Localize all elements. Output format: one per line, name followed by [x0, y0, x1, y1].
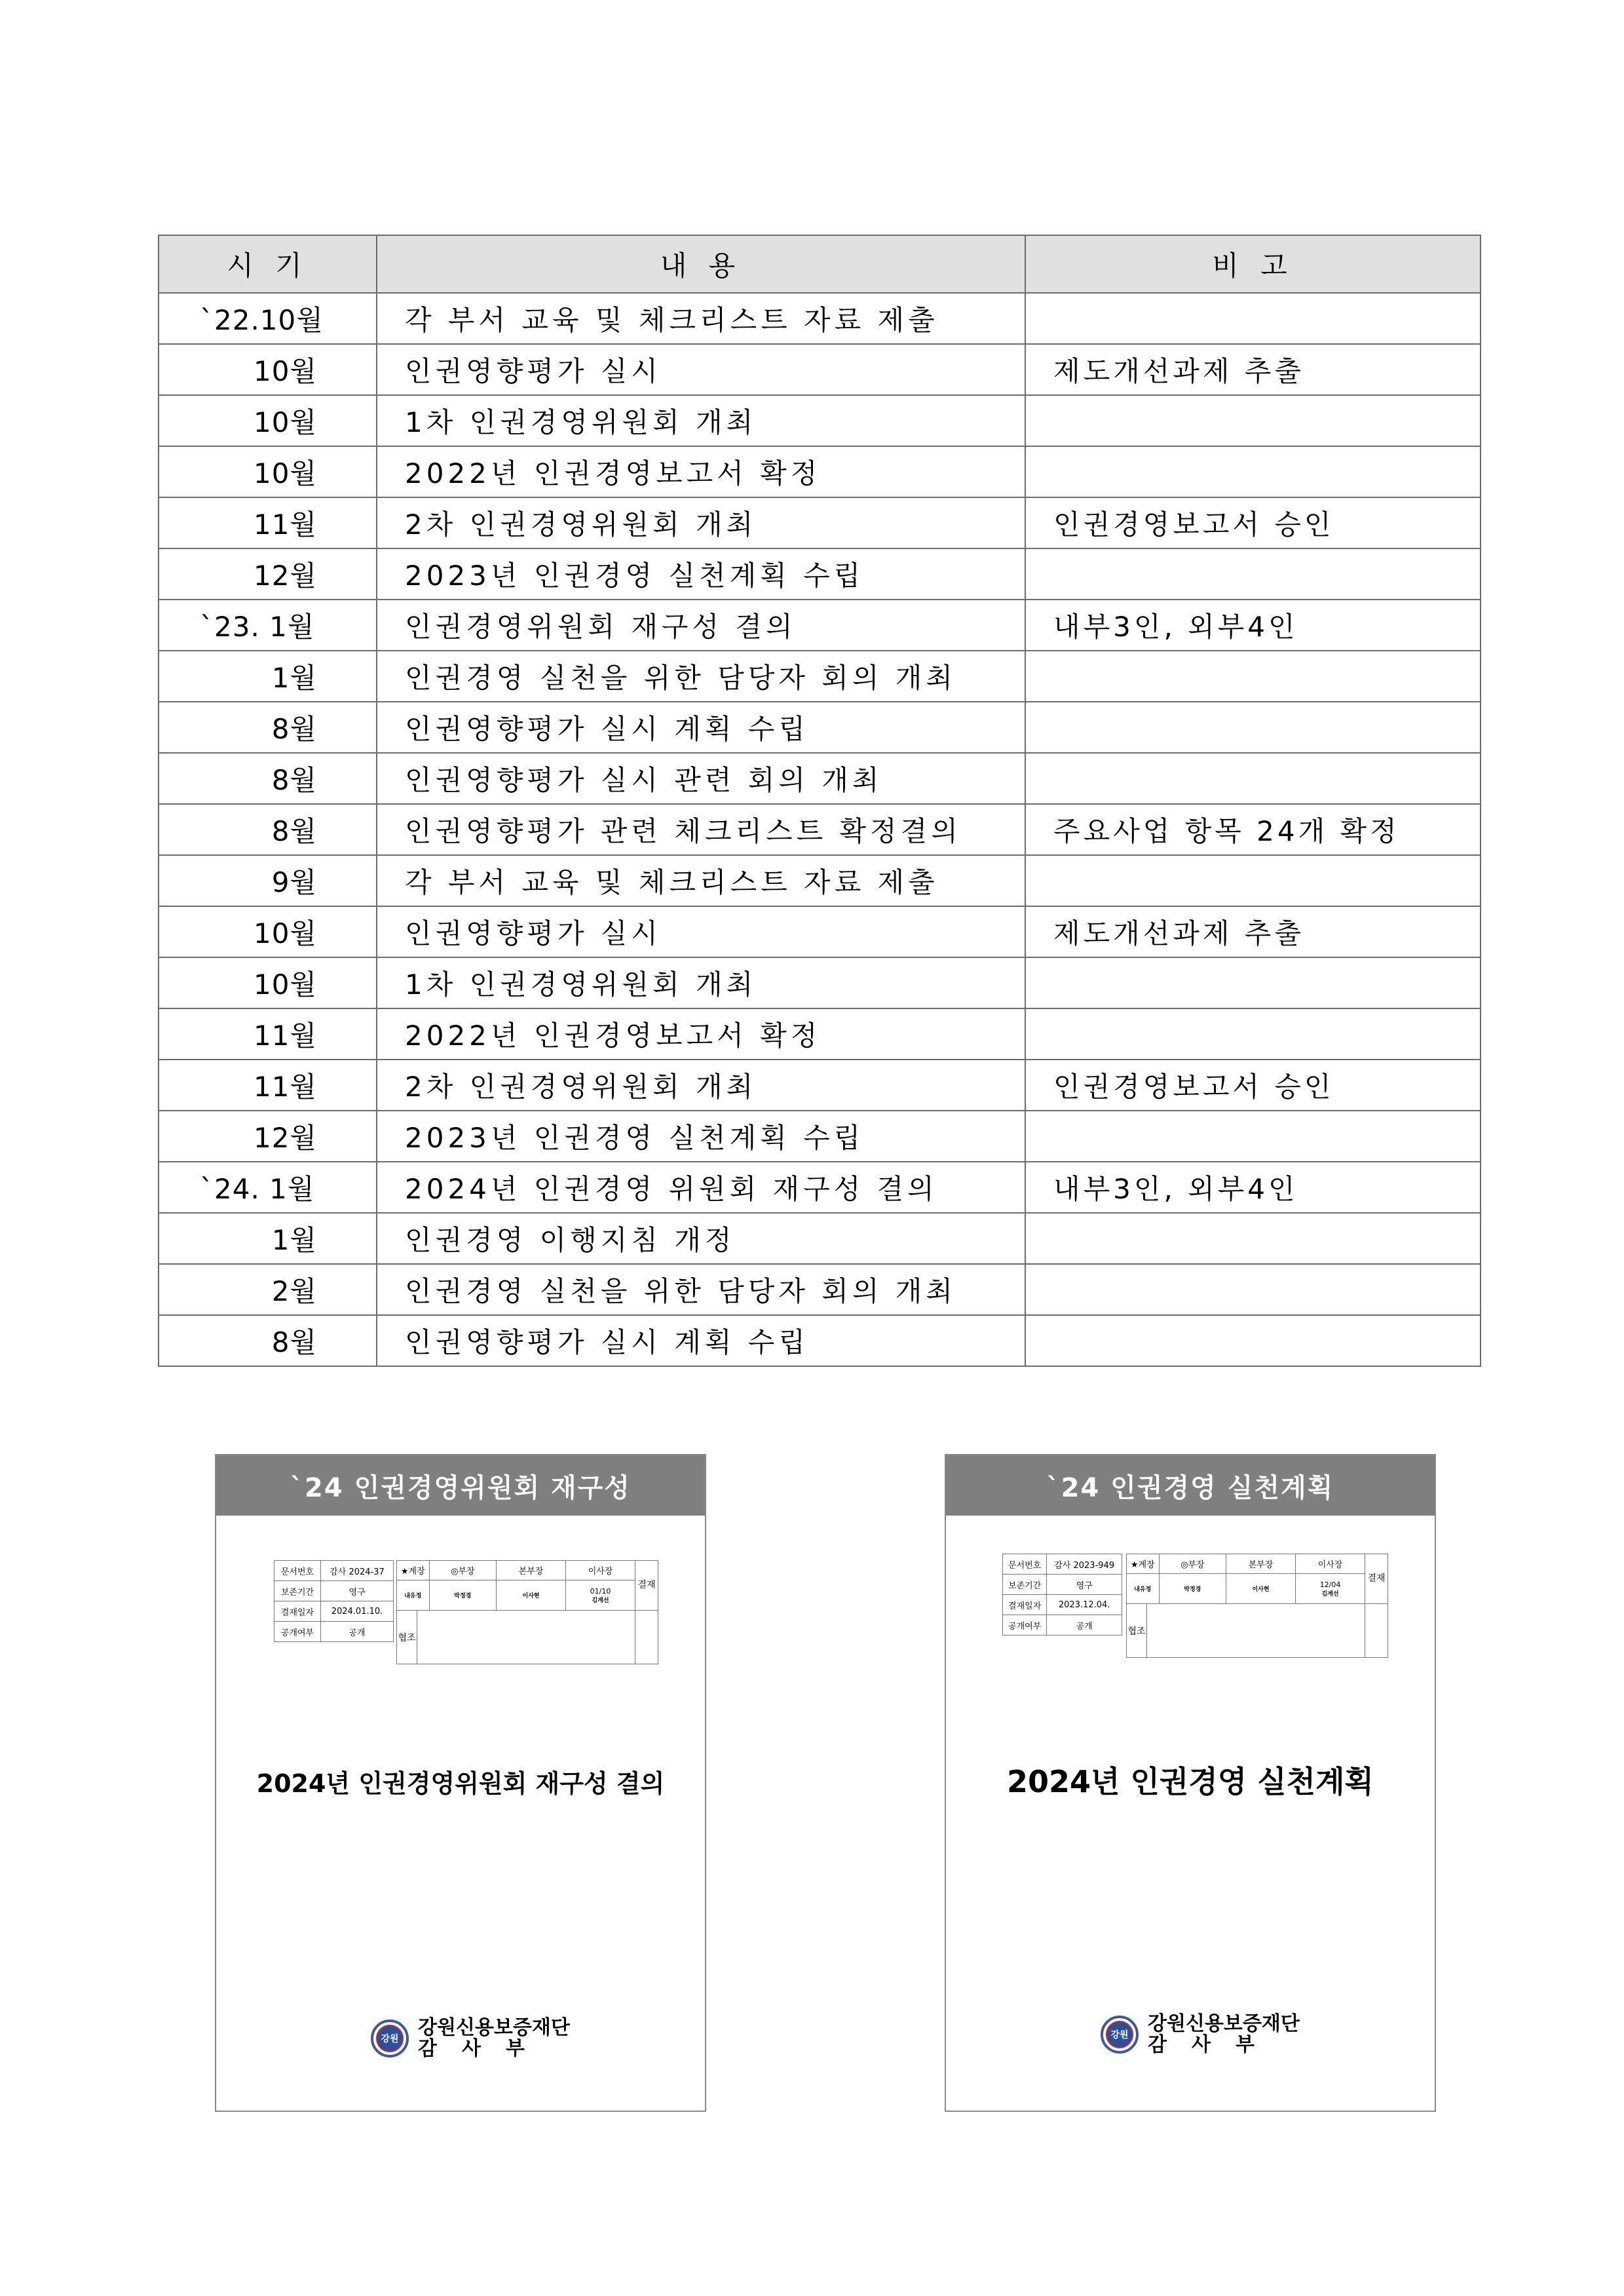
schedule-row: [159, 753, 1481, 804]
approval-role: 이사장: [1296, 1554, 1365, 1574]
info-label: 결재일자: [274, 1601, 321, 1622]
schedule-row: [159, 293, 1481, 344]
info-value: 감사 2024-37: [321, 1561, 394, 1581]
schedule-note: [1025, 293, 1481, 344]
schedule-row: [159, 1213, 1481, 1264]
schedule-note: 내부3인, 외부4인: [1025, 600, 1481, 651]
schedule-content: 인권영향평가 관련 체크리스트 확정결의: [377, 804, 1025, 855]
schedule-row: [159, 855, 1481, 906]
schedule-note: [1025, 855, 1481, 906]
schedule-note: 인권경영보고서 승인: [1025, 497, 1481, 548]
document-title: 2024년 인권경영위원회 재구성 결의: [256, 1769, 665, 1798]
schedule-note: [1025, 1213, 1481, 1264]
info-label: 결재일자: [1003, 1595, 1047, 1615]
schedule-note: [1025, 651, 1481, 702]
schedule-content: 2차 인권경영위원회 개최: [377, 497, 1025, 548]
schedule-row: [159, 1315, 1481, 1366]
schedule-row: [159, 1111, 1481, 1162]
header-row: [159, 235, 1481, 293]
cooperation-extra: [635, 1611, 658, 1664]
approval-role: 본부장: [1226, 1554, 1296, 1574]
approval-role: 본부장: [497, 1561, 566, 1580]
schedule-content: 2024년 인권경영 위원회 재구성 결의: [377, 1162, 1025, 1213]
schedule-content: 인권경영위원회 재구성 결의: [377, 600, 1025, 651]
schedule-content: 인권경영 실천을 위한 담당자 회의 개최: [377, 651, 1025, 702]
approval-sign: 김계선: [1321, 1590, 1339, 1598]
schedule-period: 12월: [159, 1111, 377, 1162]
schedule-period: 1월: [159, 1213, 377, 1264]
schedule-row: [159, 804, 1481, 855]
schedule-note: [1025, 446, 1481, 497]
approval-date: 12/04: [1319, 1580, 1341, 1589]
seal-icon: [371, 2019, 409, 2057]
schedule-content: 2022년 인권경영보고서 확정: [377, 1008, 1025, 1060]
approval-role: ★계장: [397, 1561, 430, 1580]
schedule-row: [159, 1060, 1481, 1111]
cooperation-area: [417, 1611, 635, 1664]
schedule-period: `22.10월: [159, 293, 377, 344]
schedule-period: `23. 1월: [159, 600, 377, 651]
schedule-period: 1월: [159, 651, 377, 702]
schedule-content: 1차 인권경영위원회 개최: [377, 395, 1025, 446]
schedule-period: 11월: [159, 1060, 377, 1111]
info-value: 2024.01.10.: [321, 1601, 394, 1622]
schedule-content: 2022년 인권경영보고서 확정: [377, 446, 1025, 497]
seal-text: 강원: [1106, 2021, 1133, 2048]
approval-sign: 내유정: [397, 1580, 430, 1611]
schedule-note: [1025, 395, 1481, 446]
schedule-note: [1025, 957, 1481, 1008]
cover-banner: `24 인권경영 실천계획: [946, 1455, 1435, 1516]
schedule-row: [159, 906, 1481, 957]
schedule-period: 8월: [159, 753, 377, 804]
info-value: 공개: [1047, 1615, 1122, 1636]
schedule-content: 2차 인권경영위원회 개최: [377, 1060, 1025, 1111]
schedule-period: 12월: [159, 548, 377, 600]
info-label: 보존기간: [274, 1581, 321, 1601]
schedule-period: `24. 1월: [159, 1162, 377, 1213]
schedule-row: [159, 497, 1481, 548]
schedule-row: [159, 1264, 1481, 1315]
schedule-note: 제도개선과제 추출: [1025, 906, 1481, 957]
cover-banner: `24 인권경영위원회 재구성: [216, 1455, 705, 1516]
schedule-note: 내부3인, 외부4인: [1025, 1162, 1481, 1213]
schedule-period: 8월: [159, 1315, 377, 1366]
approval-side-label: 결재: [1365, 1554, 1388, 1604]
schedule-note: [1025, 753, 1481, 804]
approval-sign: 이사현: [1226, 1574, 1296, 1604]
approval-sign-cell: [1296, 1574, 1365, 1604]
schedule-period: 2월: [159, 1264, 377, 1315]
approval-sign: 내유정: [1127, 1574, 1160, 1604]
schedule-content: 인권경영 실천을 위한 담당자 회의 개최: [377, 1264, 1025, 1315]
schedule-table: [158, 235, 1481, 1367]
organization-name: 강원신용보증재단: [418, 2016, 570, 2039]
schedule-row: [159, 548, 1481, 600]
approval-role: 이사장: [566, 1561, 635, 1580]
schedule-note: [1025, 1264, 1481, 1315]
header-period: 시 기: [159, 235, 377, 293]
schedule-row: [159, 600, 1481, 651]
schedule-content: 2023년 인권경영 실천계획 수립: [377, 548, 1025, 600]
doc-info-table: [274, 1560, 394, 1642]
organization-text: [418, 2018, 570, 2059]
organization-dept: 감사부: [1148, 2033, 1279, 2056]
organization-name: 강원신용보증재단: [1148, 2012, 1300, 2035]
schedule-period: 10월: [159, 957, 377, 1008]
approval-side-label: 결재: [635, 1561, 658, 1611]
schedule-period: 9월: [159, 855, 377, 906]
organization-logo: [371, 2018, 570, 2059]
schedule-content: 인권영향평가 실시: [377, 344, 1025, 395]
info-value: 2023.12.04.: [1047, 1595, 1122, 1615]
cover-thumbnail-committee: [215, 1454, 706, 2112]
approval-sign: 이사현: [497, 1580, 566, 1611]
schedule-row: [159, 395, 1481, 446]
approval-sign-cell: [566, 1580, 635, 1611]
info-label: 문서번호: [274, 1561, 321, 1581]
schedule-content: 2023년 인권경영 실천계획 수립: [377, 1111, 1025, 1162]
info-label: 보존기간: [1003, 1575, 1047, 1595]
approval-sign: 박정경: [429, 1580, 497, 1611]
schedule-period: 11월: [159, 497, 377, 548]
schedule-content: 1차 인권경영위원회 개최: [377, 957, 1025, 1008]
approval-sign: 박정경: [1159, 1574, 1226, 1604]
schedule-note: [1025, 1008, 1481, 1060]
info-value: 공개: [321, 1622, 394, 1642]
schedule-period: 10월: [159, 344, 377, 395]
schedule-note: [1025, 548, 1481, 600]
schedule-period: 8월: [159, 804, 377, 855]
approval-role: ◎부장: [1159, 1554, 1226, 1574]
info-label: 문서번호: [1003, 1554, 1047, 1575]
schedule-note: [1025, 1315, 1481, 1366]
info-value: 감사 2023-949: [1047, 1554, 1122, 1575]
organization-logo: [1101, 2014, 1300, 2055]
schedule-row: [159, 651, 1481, 702]
approval-role: ★계장: [1127, 1554, 1160, 1574]
schedule-note: [1025, 702, 1481, 753]
document-title: 2024년 인권경영 실천계획: [1007, 1764, 1374, 1799]
schedule-note: [1025, 1111, 1481, 1162]
schedule-row: [159, 1162, 1481, 1213]
info-label: 공개여부: [1003, 1615, 1047, 1636]
approval-sign: 김계선: [592, 1597, 609, 1604]
schedule-content: 인권영향평가 실시: [377, 906, 1025, 957]
approval-table: [396, 1560, 658, 1664]
cooperation-extra: [1365, 1604, 1388, 1658]
schedule-period: 10월: [159, 906, 377, 957]
schedule-row: [159, 957, 1481, 1008]
cooperation-label: 협조: [1127, 1604, 1147, 1658]
schedule-content: 인권영향평가 실시 계획 수립: [377, 1315, 1025, 1366]
cover-thumbnail-action-plan: [945, 1454, 1436, 2112]
doc-info-table: [1002, 1554, 1122, 1636]
schedule-row: [159, 1008, 1481, 1060]
schedule-row: [159, 446, 1481, 497]
schedule-content: 각 부서 교육 및 체크리스트 자료 제출: [377, 293, 1025, 344]
approval-role: ◎부장: [429, 1561, 497, 1580]
cooperation-label: 협조: [397, 1611, 417, 1664]
schedule-period: 11월: [159, 1008, 377, 1060]
schedule-body: [159, 293, 1481, 1366]
schedule-content: 인권경영 이행지침 개정: [377, 1213, 1025, 1264]
header-content: 내 용: [377, 235, 1025, 293]
seal-icon: [1101, 2016, 1139, 2054]
schedule-row: [159, 702, 1481, 753]
schedule-period: 10월: [159, 395, 377, 446]
cooperation-area: [1147, 1604, 1365, 1658]
schedule-note: 인권경영보고서 승인: [1025, 1060, 1481, 1111]
header-note: 비 고: [1025, 235, 1481, 293]
schedule-note: 제도개선과제 추출: [1025, 344, 1481, 395]
approval-date: 01/10: [590, 1586, 611, 1596]
seal-text: 강원: [376, 2025, 404, 2052]
schedule-period: 8월: [159, 702, 377, 753]
schedule-content: 인권영향평가 실시 계획 수립: [377, 702, 1025, 753]
approval-table: [1126, 1554, 1388, 1658]
schedule-note: 주요사업 항목 24개 확정: [1025, 804, 1481, 855]
schedule-row: [159, 344, 1481, 395]
info-value: 영구: [321, 1581, 394, 1601]
schedule-period: 10월: [159, 446, 377, 497]
info-label: 공개여부: [274, 1622, 321, 1642]
schedule-content: 인권영향평가 실시 관련 회의 개최: [377, 753, 1025, 804]
organization-dept: 감사부: [418, 2037, 550, 2060]
schedule-content: 각 부서 교육 및 체크리스트 자료 제출: [377, 855, 1025, 906]
organization-text: [1148, 2014, 1300, 2055]
info-value: 영구: [1047, 1575, 1122, 1595]
